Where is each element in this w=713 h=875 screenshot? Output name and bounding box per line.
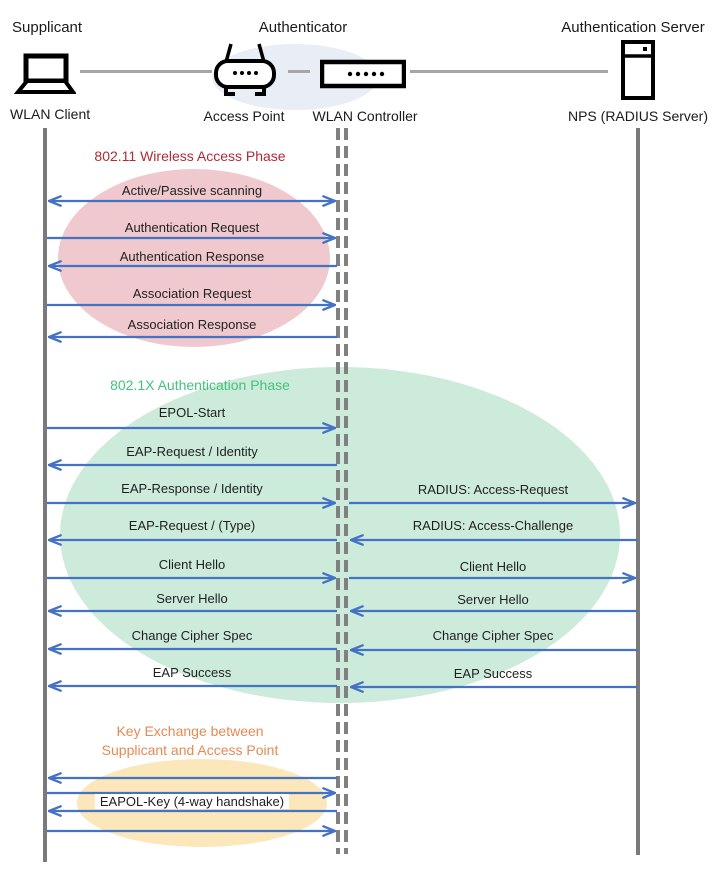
message-label: EAP-Response / Identity: [121, 481, 263, 496]
authenticator-role-label: Authenticator: [258, 19, 348, 36]
message-label: EAP Success: [453, 666, 533, 681]
access-point-label: Access Point: [203, 108, 285, 124]
message-label: RADIUS: Access-Challenge: [412, 518, 574, 533]
message-label: Authentication Request: [124, 220, 260, 235]
dot1x-phase-title: 802.1X Authentication Phase: [110, 377, 290, 393]
wireless-phase-title: 802.11 Wireless Access Phase: [94, 148, 286, 164]
key-exchange-title-line1: Key Exchange between: [116, 723, 264, 739]
message-label: Association Response: [127, 317, 257, 332]
key-exchange-title-line2: Supplicant and Access Point: [101, 742, 279, 758]
key-exchange-phase-title: [102, 722, 279, 760]
message-label: Client Hello: [158, 557, 226, 572]
message-label: Server Hello: [457, 592, 529, 607]
message-label: Change Cipher Spec: [131, 628, 253, 643]
message-label: EAP-Request / (Type): [128, 518, 256, 533]
message-label: EAP-Request / Identity: [126, 444, 258, 459]
message-label: Association Request: [132, 286, 252, 301]
nps-radius-server-label: NPS (RADIUS Server): [567, 108, 709, 124]
message-label: EPOL-Start: [158, 405, 226, 420]
message-label: EAPOL-Key (4-way handshake): [95, 794, 289, 809]
wlan-client-label: WLAN Client: [10, 106, 91, 122]
message-label: Authentication Response: [119, 249, 265, 264]
message-label: Client Hello: [459, 559, 527, 574]
message-label: Server Hello: [156, 591, 228, 606]
supplicant-role-label: Supplicant: [12, 19, 83, 36]
message-label: EAP Success: [152, 665, 232, 680]
message-label: Active/Passive scanning: [121, 183, 263, 198]
auth-server-role-label: Authentication Server: [561, 19, 705, 36]
message-label: Change Cipher Spec: [432, 628, 554, 643]
wlan-controller-label: WLAN Controller: [312, 108, 418, 124]
message-label: RADIUS: Access-Request: [417, 482, 569, 497]
